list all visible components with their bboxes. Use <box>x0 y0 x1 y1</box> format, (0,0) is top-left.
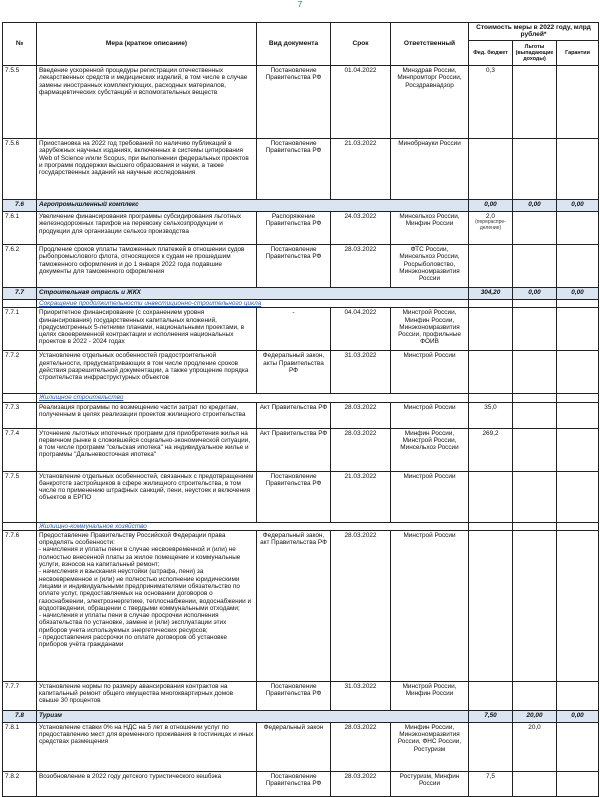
subsection-label: Сокращение продолжительности инвестиционно-строительного цикла <box>39 300 262 307</box>
guarantees-value <box>557 66 599 139</box>
measure-text: Установление нормы по размеру авансирования контрактов на капитальный ремонт общего имущества многоквартирных домов свыше 30 процентов <box>37 681 257 710</box>
col-fed-budget-header: Фед. бюджет <box>469 40 513 65</box>
fed-budget-amount: 7,5 <box>486 772 495 780</box>
responsible-agency: Минстрой России <box>391 530 469 681</box>
subsection-title <box>37 300 469 308</box>
fed-budget-amount: 2,0 <box>486 213 495 220</box>
fed-budget-value <box>469 681 513 710</box>
section-title: Агропромышленный комплекс <box>37 200 469 212</box>
section-title: Строительная отрасль и ЖКХ <box>37 288 469 300</box>
row-number: 7.6.2 <box>3 245 37 288</box>
fed-budget-value <box>469 722 513 771</box>
col-responsible-header: Ответственный <box>391 23 469 66</box>
benefits-value: 20,00 <box>513 710 557 722</box>
row-number: 7.8 <box>3 710 37 722</box>
row-number: 7.7.2 <box>3 351 37 394</box>
document-type: Постановление Правительства РФ <box>257 471 331 522</box>
deadline-date: 31.03.2022 <box>331 351 391 394</box>
deadline-date: 28.03.2022 <box>331 428 391 471</box>
responsible-agency: Минфин России, Минэкономразвития России, ФНС России, Ростуризм <box>391 722 469 771</box>
row-number <box>3 300 37 308</box>
row-number: 7.7 <box>3 288 37 300</box>
row-number <box>3 394 37 402</box>
table-row <box>3 722 599 771</box>
row-number: 7.8.1 <box>3 722 37 771</box>
document-type: - <box>257 308 331 351</box>
guarantees-value <box>557 522 599 530</box>
document-type: Акт Правительства РФ <box>257 428 331 471</box>
fed-budget-amount: 269,2 <box>482 429 499 437</box>
fed-budget-value <box>469 139 513 200</box>
table-row <box>3 66 599 139</box>
guarantees-value: 0,00 <box>557 288 599 300</box>
table-row <box>3 139 599 200</box>
col-benefits-header: Льготы (выпадающие доходы) <box>513 40 557 65</box>
section-row <box>3 288 599 300</box>
fed-budget-value: 304,20 <box>469 288 513 300</box>
section-title: Туризм <box>37 710 469 722</box>
guarantees-value <box>557 300 599 308</box>
guarantees-value <box>557 351 599 394</box>
table-row <box>3 471 599 522</box>
row-number: 7.6.1 <box>3 212 37 245</box>
fed-budget-amount: 35,0 <box>484 403 497 411</box>
guarantees-value <box>557 402 599 428</box>
responsible-agency: Минздрав России, Минпромторг России, Росздравнадзор <box>391 66 469 139</box>
benefits-value <box>513 245 557 288</box>
measure-text: Установление отдельных особенностей, связанных с предотвращением банкротств застройщиков в сфере жилищного строительства, в том числе по применению штрафных санкций, пени, неустоек и включения объектов в ЕРПО <box>37 471 257 522</box>
benefits-value <box>513 522 557 530</box>
table-row <box>3 681 599 710</box>
responsible-agency: Минстрой России <box>391 471 469 522</box>
benefits-value <box>513 402 557 428</box>
row-number: 7.7.7 <box>3 681 37 710</box>
document-type: Акт Правительства РФ <box>257 402 331 428</box>
col-num-header: № <box>3 23 37 66</box>
measure-text: Введение ускоренной процедуры регистрации отечественных лекарственных средств и медицинских изделий, в том числе в случае замены иностранных комплектующих, расходных материалов, фармацевтических субстанций и вспомогательных веществ <box>37 66 257 139</box>
measure-text: Уточнение льготных ипотечных программ для приобретения жилья на первичном рынке в сложившейся социально-экономической ситуации, в том числе программ "сельская ипотека" на индивидуальное жилье и программы "Дальневосточная ипотека" <box>37 428 257 471</box>
guarantees-value <box>557 428 599 471</box>
fed-budget-value <box>469 402 513 428</box>
row-number: 7.7.1 <box>3 308 37 351</box>
guarantees-value <box>557 139 599 200</box>
row-number: 7.5.5 <box>3 66 37 139</box>
benefits-value <box>513 471 557 522</box>
benefits-value <box>513 139 557 200</box>
fed-budget-value <box>469 471 513 522</box>
measure-text: Приоритетное финансирование (с сохранением уровня финансирования) государственных капитальных вложений, предусмотренных 5-летними планами, национальными проектами, в целях своевременной контрактации и исполнения национальных проектов в 2022 - 2024 годах <box>37 308 257 351</box>
responsible-agency: Минобрнауки России <box>391 139 469 200</box>
col-doc-header: Вид документа <box>257 23 331 66</box>
guarantees-value <box>557 394 599 402</box>
benefits-value <box>513 681 557 710</box>
col-deadline-header: Срок <box>331 23 391 66</box>
row-number: 7.7.3 <box>3 402 37 428</box>
guarantees-value: 0,00 <box>557 710 599 722</box>
subsection-label: Жилищно-коммунальное хозяйство <box>39 522 147 530</box>
deadline-date: 04.04.2022 <box>331 308 391 351</box>
measure-text: Увеличение финансирования программы субсидирования льготных железнодорожных тарифов на перевозку сельхозпродукции и продукции для организации сельхоз производства <box>37 212 257 245</box>
table-row <box>3 212 599 245</box>
subsection-row <box>3 300 599 308</box>
responsible-agency: Минстрой России <box>391 402 469 428</box>
benefits-value <box>513 308 557 351</box>
deadline-date: 21.03.2022 <box>331 471 391 522</box>
deadline-date: 28.03.2022 <box>331 245 391 288</box>
measure-text: Установление отдельных особенностей градостроительной деятельности, предусматривающих в том числе продление сроков действия разрешительной документации, а также упрощение порядка строительства инфраструктурных объектов <box>37 351 257 394</box>
responsible-agency: Минфин России, Минстрой России, Минсельхоз России <box>391 428 469 471</box>
measure-text: Предоставление Правительству Российской Федерации права определять особенности: - начисления и уплаты пени в случае несвоевременной и (или) не полностью внесенной платы за жилое помещение и коммунальные услуги, взносов на капитальный ремонт; - начисления и взыскания неустойки (штрафа, пени) за несвоевременное и (или) не полностью исполнение юридическими лицами и индивидуальными предпринимателями обязательство по оплате услуг, предоставляемых на основании договоров о газоснабжении, электроэнергетике, теплоснабжении, водоснабжении и водоотведении, обращении с твердыми коммунальными отходами; - начисления и уплаты пени в случае просрочки исполнения обязательства по установке, замене и (или) эксплуатации этих приборов учета используемых энергетических ресурсов; - предоставления рассрочки по оплате договоров об установке приборов учёта гражданами <box>37 530 257 681</box>
deadline-date: 01.04.2022 <box>331 66 391 139</box>
responsible-agency: Минстрой России, Минфин России <box>391 681 469 710</box>
document-type: Постановление Правительства РФ <box>257 245 331 288</box>
subsection-row <box>3 522 599 530</box>
table-row <box>3 428 599 471</box>
guarantees-value <box>557 722 599 771</box>
row-number: 7.8.2 <box>3 771 37 796</box>
benefits-value <box>513 66 557 139</box>
fed-budget-value <box>469 394 513 402</box>
fed-budget-value <box>469 212 513 245</box>
measure-text: Приостановка на 2022 год требований по наличию публикаций в зарубежных научных изданиях, включенных в системы цитирования Web of Science и/или Scopus, при выполнении федеральных проектов и программ поддержки высшего образования и науки, а также государственных заданий на научные исследования <box>37 139 257 200</box>
table-body <box>3 66 599 797</box>
responsible-agency: Минстрой России, Минфин России, Минэкономразвития России, профильные ФОИВ <box>391 308 469 351</box>
fed-budget-value <box>469 428 513 471</box>
benefits-value <box>513 771 557 796</box>
responsible-agency: Минсельхоз России, Минфин России <box>391 212 469 245</box>
document-type: Федеральный закон, акт Правительства РФ <box>257 530 331 681</box>
table-row <box>3 771 599 796</box>
document-type: Федеральный закон, акты Правительства РФ <box>257 351 331 394</box>
subsection-label: Жилищное строительство <box>39 394 124 402</box>
guarantees-value: 0,00 <box>557 200 599 212</box>
fed-budget-value: 0,00 <box>469 200 513 212</box>
benefits-value: 0,00 <box>513 200 557 212</box>
fed-budget-value <box>469 771 513 796</box>
section-row <box>3 200 599 212</box>
fed-budget-value <box>469 530 513 681</box>
section-row <box>3 710 599 722</box>
measures-table <box>2 22 599 797</box>
row-number: 7.7.4 <box>3 428 37 471</box>
col-guarantees-header: Гарантии <box>557 40 599 65</box>
measure-text: Установление ставки 0% на НДС на 5 лет в отношении услуг по предоставлению мест для временного проживания в гостиницах и иных средствах размещения <box>37 722 257 771</box>
guarantees-value <box>557 771 599 796</box>
fed-budget-value <box>469 522 513 530</box>
document-type: Постановление Правительства РФ <box>257 66 331 139</box>
fed-budget-value <box>469 351 513 394</box>
guarantees-value <box>557 245 599 288</box>
row-number <box>3 522 37 530</box>
fed-budget-value <box>469 308 513 351</box>
subsection-title <box>37 522 469 530</box>
fed-budget-value <box>469 245 513 288</box>
fed-budget-note: (перераспре-деление) <box>475 219 506 231</box>
deadline-date: 31.03.2022 <box>331 681 391 710</box>
benefits-value <box>513 300 557 308</box>
measure-text: Продление сроков уплаты таможенных платежей в отношении судов рыбопромыслового флота, относящихся к судам не прошедшим таможенного оформления и до 1 января 2022 года подавшие документы для таможенного оформления <box>37 245 257 288</box>
page-number: 7 <box>297 0 303 9</box>
guarantees-value <box>557 212 599 245</box>
guarantees-value <box>557 308 599 351</box>
deadline-date: 28.03.2022 <box>331 530 391 681</box>
benefits-value <box>513 428 557 471</box>
fed-budget-amount: 0,3 <box>486 67 495 74</box>
responsible-agency: ФТС России, Минсельхоз России, Росрыболовство, Минэкономразвития России <box>391 245 469 288</box>
document-type: Постановление Правительства РФ <box>257 139 331 200</box>
benefits-value <box>513 212 557 245</box>
subsection-row <box>3 394 599 402</box>
deadline-date: 28.03.2022 <box>331 771 391 796</box>
deadline-date: 21.03.2022 <box>331 139 391 200</box>
fed-budget-value <box>469 66 513 139</box>
deadline-date: 28.03.2022 <box>331 722 391 771</box>
table-row <box>3 402 599 428</box>
deadline-date: 28.03.2022 <box>331 402 391 428</box>
fed-budget-value: 7,50 <box>469 710 513 722</box>
row-number: 7.7.6 <box>3 530 37 681</box>
document-type: Распоряжение Правительства РФ <box>257 212 331 245</box>
table-row <box>3 308 599 351</box>
benefits-value <box>513 530 557 681</box>
responsible-agency: Ростуризм, Минфин России <box>391 771 469 796</box>
col-measure-header: Мера (краткое описание) <box>37 23 257 66</box>
benefits-value: 20,0 <box>513 722 557 771</box>
guarantees-value <box>557 471 599 522</box>
responsible-agency: Минстрой России <box>391 351 469 394</box>
benefits-value <box>513 351 557 394</box>
guarantees-value <box>557 530 599 681</box>
document-type: Постановление Правительства РФ <box>257 771 331 796</box>
benefits-value <box>513 394 557 402</box>
row-number: 7.5.6 <box>3 139 37 200</box>
benefits-value: 0,00 <box>513 288 557 300</box>
deadline-date: 24.03.2022 <box>331 212 391 245</box>
guarantees-value <box>557 681 599 710</box>
row-number: 7.6 <box>3 200 37 212</box>
table-row <box>3 245 599 288</box>
document-type: Постановление Правительства РФ <box>257 681 331 710</box>
document-type: Федеральный закон <box>257 722 331 771</box>
fed-budget-value <box>469 300 513 308</box>
row-number: 7.7.5 <box>3 471 37 522</box>
subsection-title <box>37 394 469 402</box>
measure-text: Возобновление в 2022 году детского туристического кешбэка <box>37 771 257 796</box>
table-row <box>3 530 599 681</box>
measure-text: Реализация программы по возмещению части затрат по кредитам, полученным в целях реализации проектов жилищного строительства <box>37 402 257 428</box>
col-cost-header: Стоимость меры в 2022 году, млрд рублей* <box>469 23 599 41</box>
table-row <box>3 351 599 394</box>
header-row <box>3 23 599 41</box>
